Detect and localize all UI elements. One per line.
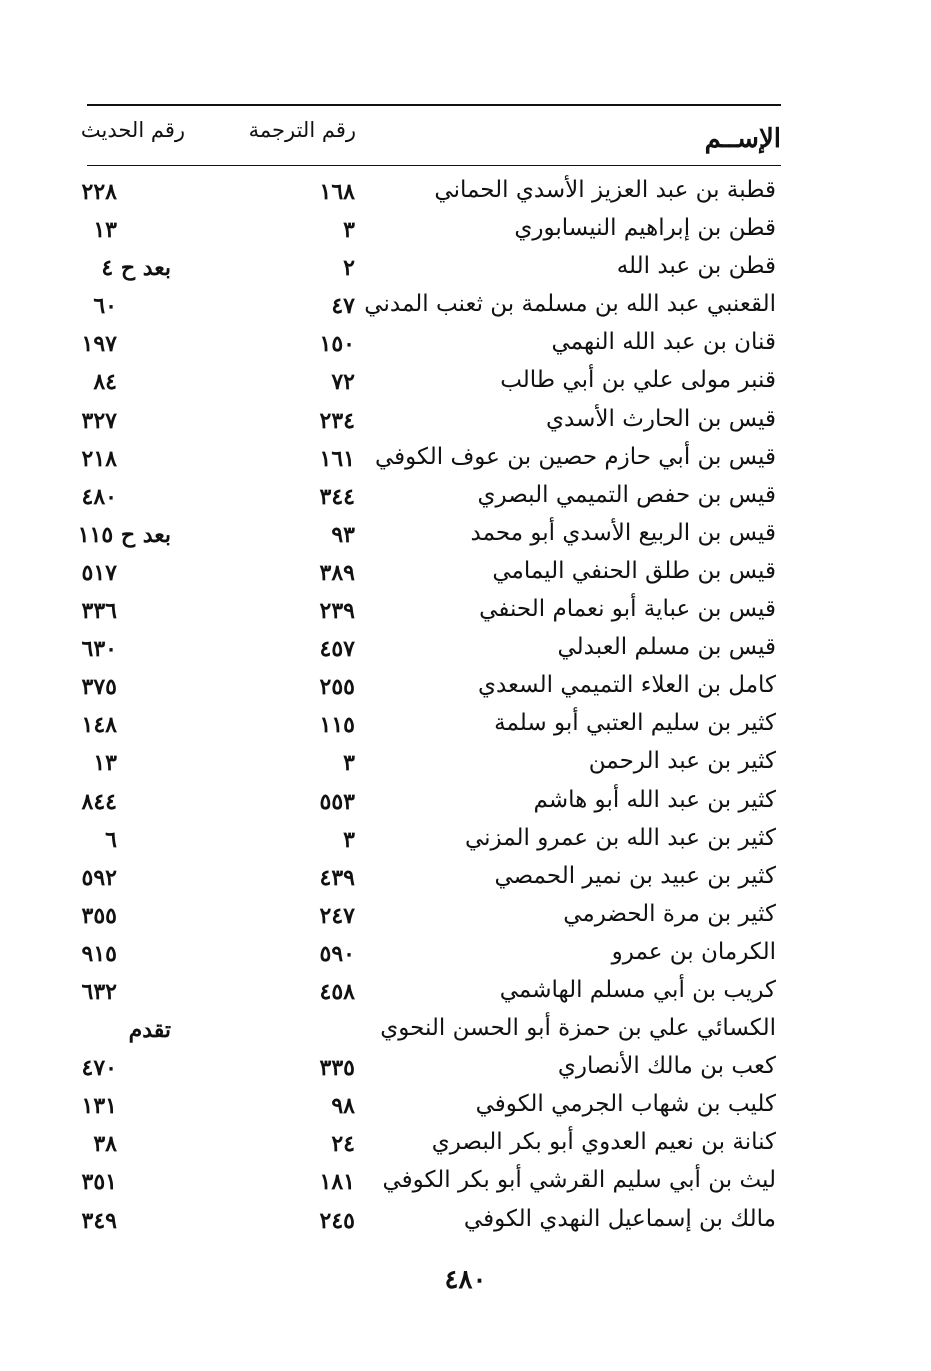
narrator-name: كنانة بن نعيم العدوي أبو بكر البصري <box>431 1129 776 1156</box>
table-row <box>0 554 931 592</box>
table-row <box>0 897 931 935</box>
translation-number: ١٦١ <box>319 445 355 472</box>
translation-number: ٣٣٥ <box>319 1055 355 1082</box>
hadith-number: ١٣ <box>93 217 117 244</box>
table-row <box>0 744 931 782</box>
hadith-number: ٨٤٤ <box>81 788 117 815</box>
index-table-body <box>0 173 931 1240</box>
narrator-name: كثير بن عبد الرحمن <box>588 748 776 775</box>
narrator-name: كعب بن مالك الأنصاري <box>557 1053 776 1080</box>
hadith-number: ٣٢٧ <box>81 407 117 434</box>
translation-number: ٧٢ <box>331 369 355 396</box>
hadith-number: ٦٣٢ <box>81 978 117 1005</box>
hadith-number: ١٣ <box>93 750 117 777</box>
table-row <box>0 973 931 1011</box>
table-row <box>0 783 931 821</box>
header-rule <box>87 165 781 166</box>
translation-number: ٣ <box>343 750 355 777</box>
hadith-number: ٦ <box>105 826 117 853</box>
narrator-name: قيس بن طلق الحنفي اليمامي <box>492 557 776 584</box>
hadith-number: ٢٢٨ <box>81 179 117 205</box>
table-header <box>0 116 931 162</box>
translation-number: ٣٤٤ <box>319 483 355 510</box>
hadith-number: ٤٧٠ <box>81 1055 117 1082</box>
narrator-name: الكسائي علي بن حمزة أبو الحسن النحوي <box>380 1015 776 1042</box>
table-row <box>0 325 931 363</box>
table-row <box>0 1087 931 1125</box>
table-row <box>0 173 931 211</box>
narrator-name: كثير بن عبيد بن نمير الحمصي <box>494 862 776 889</box>
narrator-name: كثير بن عبد الله بن عمرو المزني <box>464 824 776 851</box>
narrator-name: قنبر مولى علي بن أبي طالب <box>500 367 776 394</box>
translation-number: ١٨١ <box>319 1169 355 1196</box>
translation-number: ٩٨ <box>331 1093 355 1120</box>
hadith-number: ٣٨ <box>93 1131 117 1158</box>
narrator-name: كامل بن العلاء التميمي السعدي <box>477 672 776 699</box>
narrator-name: قيس بن الحارث الأسدي <box>546 405 776 432</box>
translation-number: ٣ <box>343 217 355 244</box>
narrator-name: مالك بن إسماعيل النهدي الكوفي <box>463 1205 776 1232</box>
translation-number: ١٦٨ <box>319 179 355 205</box>
hadith-number: ٣٥٥ <box>81 902 117 929</box>
hadith-number: بعد ح ١١٥ <box>77 521 171 548</box>
table-row <box>0 1163 931 1201</box>
hadith-number: ١٩٧ <box>81 331 117 358</box>
hadith-number: ٦٣٠ <box>81 636 117 663</box>
narrator-name: كليب بن شهاب الجرمي الكوفي <box>475 1091 776 1118</box>
hadith-number: ٦٠ <box>93 293 117 320</box>
translation-number: ٥٥٣ <box>319 788 355 815</box>
translation-number: ٥٩٠ <box>319 940 355 967</box>
translation-number: ٢٣٩ <box>319 598 355 625</box>
table-row <box>0 211 931 249</box>
hadith-number: ٢١٨ <box>81 445 117 472</box>
hadith-number: ٨٤ <box>93 369 117 396</box>
narrator-name: قنان بن عبد الله النهمي <box>551 329 776 356</box>
translation-number: ٢٥٥ <box>319 674 355 701</box>
narrator-name: كريب بن أبي مسلم الهاشمي <box>499 976 776 1003</box>
table-row <box>0 592 931 630</box>
hadith-number: ٥١٧ <box>81 559 117 586</box>
table-row <box>0 516 931 554</box>
narrator-name: ليث بن أبي سليم القرشي أبو بكر الكوفي <box>382 1167 776 1194</box>
translation-number: ٢٤٥ <box>319 1207 355 1234</box>
hadith-number: ٩١٥ <box>81 940 117 967</box>
hadith-number: ٣٣٦ <box>81 598 117 625</box>
narrator-name: قيس بن عباية أبو نعمام الحنفي <box>479 596 776 623</box>
narrator-name: قيس بن أبي حازم حصين بن عوف الكوفي <box>375 443 776 470</box>
table-row <box>0 287 931 325</box>
top-rule <box>87 104 781 106</box>
translation-number: ٢٣٤ <box>319 407 355 434</box>
hadith-number: ٣٥١ <box>81 1169 117 1196</box>
table-row <box>0 935 931 973</box>
narrator-name: قطبة بن عبد العزيز الأسدي الحماني <box>434 177 776 203</box>
table-row <box>0 1202 931 1240</box>
translation-number: ٢٤٧ <box>319 902 355 929</box>
hadith-number: ٥٩٢ <box>81 864 117 891</box>
translation-number: ٩٣ <box>331 521 355 548</box>
translation-number: ٢٤ <box>331 1131 355 1158</box>
translation-number: ١٥٠ <box>319 331 355 358</box>
translation-number: ٣ <box>343 826 355 853</box>
narrator-name: قيس بن حفص التميمي البصري <box>477 481 776 508</box>
translation-number: ٣٨٩ <box>319 559 355 586</box>
hadith-number: بعد ح ٤ <box>101 255 171 282</box>
table-row <box>0 1049 931 1087</box>
table-row <box>0 478 931 516</box>
narrator-name: قيس بن مسلم العبدلي <box>557 634 776 661</box>
table-row <box>0 440 931 478</box>
table-row <box>0 668 931 706</box>
table-row <box>0 859 931 897</box>
table-row <box>0 821 931 859</box>
narrator-name: كثير بن سليم العتبي أبو سلمة <box>494 710 776 737</box>
narrator-name: قطن بن إبراهيم النيسابوري <box>514 215 776 242</box>
translation-number: ٤٥٨ <box>319 978 355 1005</box>
hadith-number: ٤٨٠ <box>81 483 117 510</box>
hadith-number: ٣٧٥ <box>81 674 117 701</box>
table-row <box>0 402 931 440</box>
hadith-number: ١٣١ <box>81 1093 117 1120</box>
narrator-name: القعنبي عبد الله بن مسلمة بن ثعنب المدني <box>364 291 776 318</box>
translation-number: ٤٥٧ <box>319 636 355 663</box>
translation-number: ٤٣٩ <box>319 864 355 891</box>
translation-number: ٤٧ <box>331 293 355 320</box>
hadith-number-column-header: رقم الحديث <box>80 118 185 142</box>
narrator-name: كثير بن مرة الحضرمي <box>563 900 776 927</box>
table-row <box>0 1125 931 1163</box>
hadith-number: تقدم <box>128 1017 171 1044</box>
table-row <box>0 630 931 668</box>
translation-number: ١١٥ <box>319 712 355 739</box>
narrator-name: كثير بن عبد الله أبو هاشم <box>533 786 776 813</box>
table-row <box>0 706 931 744</box>
narrator-name: الكرمان بن عمرو <box>611 938 776 965</box>
narrator-name: قيس بن الربيع الأسدي أبو محمد <box>470 519 776 546</box>
name-column-header: الإســم <box>704 124 781 154</box>
translation-number: ٢ <box>343 255 355 282</box>
hadith-number: ٣٤٩ <box>81 1207 117 1234</box>
translation-number-column-header: رقم الترجمة <box>248 118 356 142</box>
narrator-name: قطن بن عبد الله <box>616 253 776 280</box>
page-number: ٤٨٠ <box>444 1265 487 1295</box>
table-row <box>0 363 931 401</box>
hadith-number: ١٤٨ <box>81 712 117 739</box>
table-row <box>0 249 931 287</box>
table-row <box>0 1011 931 1049</box>
